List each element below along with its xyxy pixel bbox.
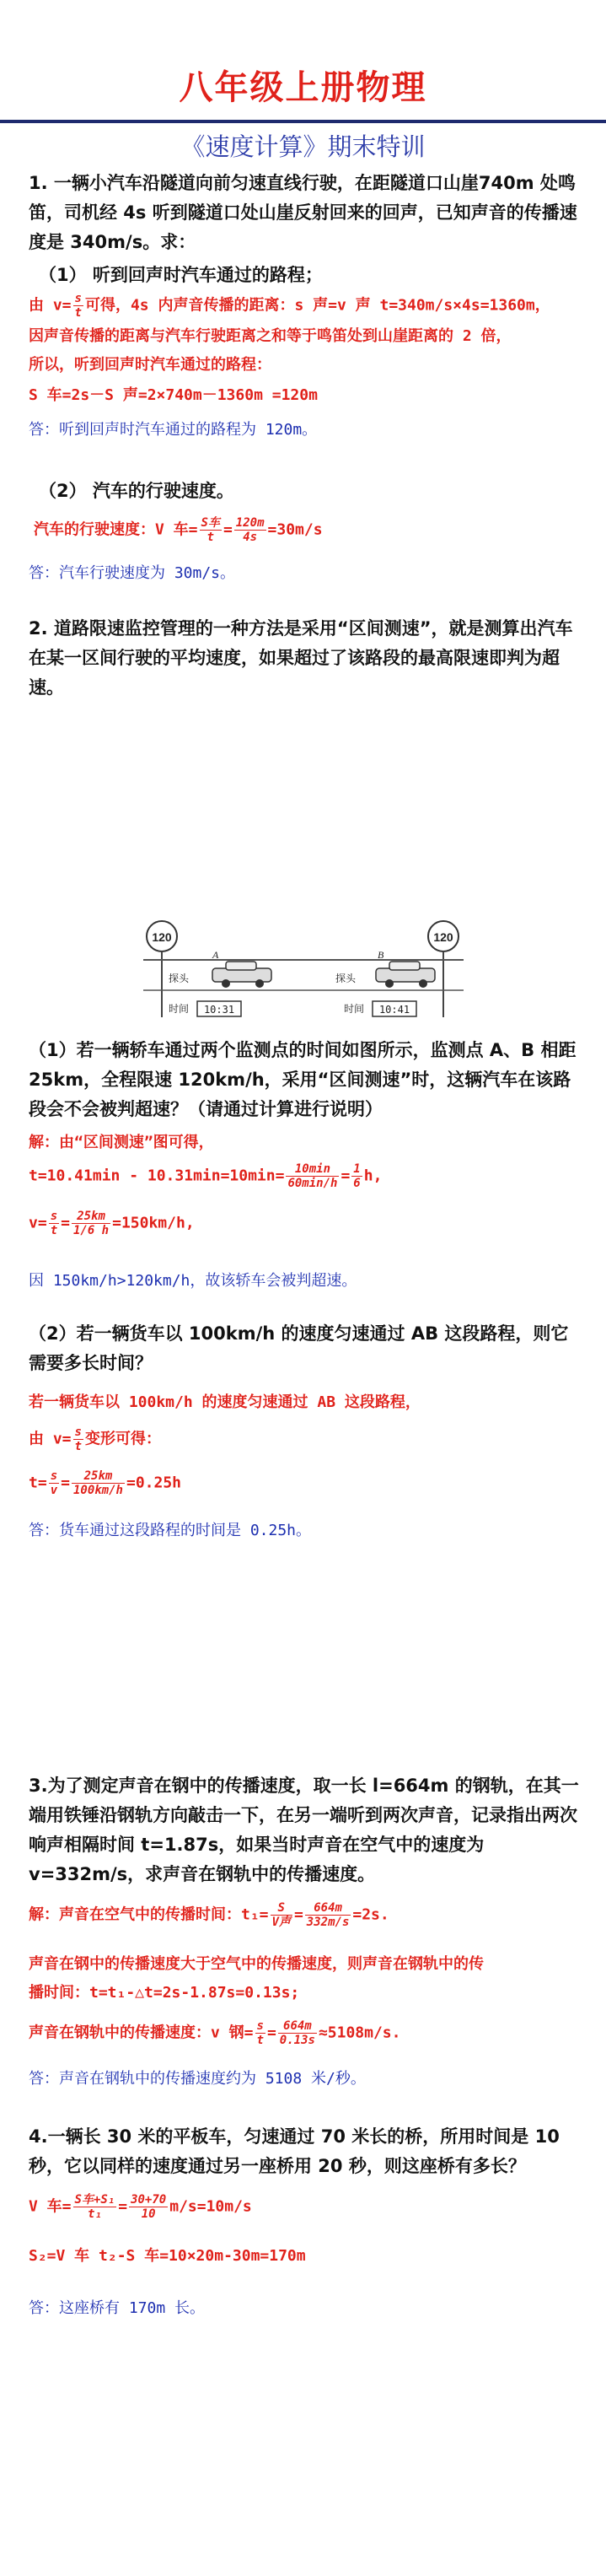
fraction: $\frac{30+70}{10}$ xyxy=(131,2193,167,2221)
question-2-part-2: （2）若一辆货车以 100km/h 的速度匀速通过 AB 这段路程，则它需要多长时间？ xyxy=(29,1323,569,1373)
time-value-right: 10:41 xyxy=(378,1004,410,1016)
solution-2-2-line-3: t= $\frac{s}{v}$ = $\frac{25km}{100km/h}$ =0.25h xyxy=(29,1469,182,1497)
solution-2-2-line-2: 由 v= $\frac{s}{t}$ 变形可得： xyxy=(29,1425,161,1453)
answer-1-1: 答：听到回声时汽车通过的路程为 120m。 xyxy=(29,421,318,439)
question-2-part-1: （1）若一辆轿车通过两个监测点的时间如图所示，监测点 A、B 相距 25km，全程限速 120km/h，采用“区间测速”时，这辆汽车在该路段会不会被判超速？（请通过计算进行说明） xyxy=(29,1040,577,1119)
answer-4: 答：这座桥有 170m 长。 xyxy=(29,2299,206,2317)
solution-2-1-line-1: 解：由“区间测速”图可得， xyxy=(29,1134,214,1151)
fraction: $\frac{s}{t}$ xyxy=(50,1210,58,1237)
answer-1-2: 答：汽车行驶速度为 30m/s。 xyxy=(29,564,236,582)
car-right-icon xyxy=(376,962,435,988)
fraction: $\frac{s}{t}$ xyxy=(256,2019,264,2047)
fraction: $\frac{10\min}{60\min/h}$ xyxy=(287,1162,338,1190)
fraction: $\frac{664m}{0.13s}$ xyxy=(279,2019,315,2047)
fraction: $\frac{120m}{4s}$ xyxy=(235,516,265,544)
solution-3-line-2: 声音在钢中的传播速度大于空气中的传播速度，则声音在钢轨中的传 xyxy=(29,1955,484,1973)
fraction: $\frac{S}{\text{V声}}$ xyxy=(271,1901,291,1929)
speed-limit-value-right: 120 xyxy=(433,930,453,944)
page-subtitle: 《速度计算》期末特训 xyxy=(180,132,426,161)
solution-1-1-line-1: 由 v= $\frac{s}{t}$ 可得，4s 内声音传播的距离：s 声=v 声 t=340m/s×4s=1360m， xyxy=(29,292,550,320)
solution-2-1-line-3: v= $\frac{s}{t}$ = $\frac{25km}{1/6 h}$ =150km/h, xyxy=(29,1210,195,1237)
fraction: $\frac{s}{t}$ xyxy=(74,1425,82,1453)
solution-1-1-line-3: 所以，听到回声时汽车通过的路程： xyxy=(29,356,271,374)
fraction: $\frac{s}{v}$ xyxy=(50,1469,58,1497)
fraction: $\frac{25km}{100km/h}$ xyxy=(72,1469,123,1497)
car-left-icon xyxy=(212,962,271,988)
solution-4-line-2: S₂=V 车 t₂-S 车=10×20m-30m=170m xyxy=(29,2247,306,2265)
question-1-part-2: （2） 汽车的行驶速度。 xyxy=(39,481,234,501)
fraction: $\frac{664m}{332m/s}$ xyxy=(306,1901,350,1929)
time-value-left: 10:31 xyxy=(203,1004,235,1016)
solution-3-line-4: 声音在钢轨中的传播速度：v 钢= $\frac{s}{t}$ = $\frac{664m}{0.13s}$ ≈5108m/s. xyxy=(29,2019,401,2047)
solution-2-2-line-1: 若一辆货车以 100km/h 的速度匀速通过 AB 这段路程， xyxy=(29,1393,421,1411)
question-4-stem: 4.一辆长 30 米的平板车，匀速通过 70 米长的桥，所用时间是 10 秒，它以同样的速度通过另一座桥用 20 秒，则这座桥有多长？ xyxy=(29,2126,560,2176)
answer-2-2: 答：货车通过这段路程的时间是 0.25h。 xyxy=(29,1522,312,1539)
solution-4-line-1: V 车= $\frac{\text{S车+S₁}}{\text{t₁}}$ = $\frac{30+70}{10}$ m/s=10m/s xyxy=(29,2193,252,2221)
interval-speed-diagram xyxy=(143,918,464,1036)
point-b-label: B xyxy=(378,949,384,961)
page-title: 八年级上册物理 xyxy=(179,68,427,107)
title-divider xyxy=(0,120,606,123)
solution-2-1-line-2: t=10.41min - 10.31min=10min= $\frac{10\min}{60\min/h}$ = $\frac{1}{6}$ h, xyxy=(29,1162,383,1190)
solution-3-line-3: 播时间：t=t₁-△t=2s-1.87s=0.13s; xyxy=(29,1984,300,2002)
solution-3-line-1: 解：声音在空气中的传播时间：t₁= $\frac{S}{\text{V声}}$ = $\frac{664m}{332m/s}$ =2s. xyxy=(29,1901,389,1929)
answer-3: 答：声音在钢轨中的传播速度约为 5108 米/秒。 xyxy=(29,2070,366,2088)
speed-limit-value-left: 120 xyxy=(152,930,172,944)
fraction: $\frac{s}{t}$ xyxy=(74,292,82,320)
answer-2-1: 因 150km/h>120km/h，故该轿车会被判超速。 xyxy=(29,1272,357,1290)
fraction: $\frac{\text{S车}}{t}$ xyxy=(201,516,220,544)
probe-label-right: 探头 xyxy=(335,973,357,984)
time-label-left: 时间 xyxy=(169,1003,190,1015)
probe-label-left: 探头 xyxy=(169,973,190,984)
question-1-part-1: （1） 听到回声时汽车通过的路程； xyxy=(39,265,323,285)
fraction: $\frac{\text{S车+S₁}}{\text{t₁}}$ xyxy=(74,2193,115,2221)
time-label-right: 时间 xyxy=(344,1003,365,1015)
fraction: $\frac{25km}{1/6 h}$ xyxy=(72,1210,110,1237)
point-a-label: A xyxy=(212,949,219,961)
solution-1-2-line-1: 汽车的行驶速度：V 车= $\frac{\text{S车}}{t}$ = $\frac{120m}{4s}$ =30m/s xyxy=(34,516,323,544)
question-2-stem: 2. 道路限速监控管理的一种方法是采用“区间测速”，就是测算出汽车在某一区间行驶的平均速度，如果超过了该路段的最高限速即判为超速。 xyxy=(29,618,573,698)
question-1-stem: 1. 一辆小汽车沿隧道向前匀速直线行驶，在距隧道口山崖740m 处鸣笛，司机经 4s 听到隧道口处山崖反射回来的回声，已知声音的传播速度是 340m/s。求： xyxy=(29,173,577,252)
solution-1-1-line-4: S 车=2s－S 声=2×740m－1360m =120m xyxy=(29,386,318,404)
fraction: $\frac{1}{6}$ xyxy=(353,1162,361,1190)
question-3-stem: 3.为了测定声音在钢中的传播速度，取一长 l=664m 的钢轨，在其一端用铁锤沿钢轨方向敲击一下，在另一端听到两次声音，记录指出两次响声相隔时间 t=1.87s，如果当时声音在空气中的速度为v=332m/s，求声音在钢轨中的传播速度。 xyxy=(29,1776,579,1884)
solution-1-1-line-2: 因声音传播的距离与汽车行驶距离之和等于鸣笛处到山崖距离的 2 倍， xyxy=(29,327,512,345)
